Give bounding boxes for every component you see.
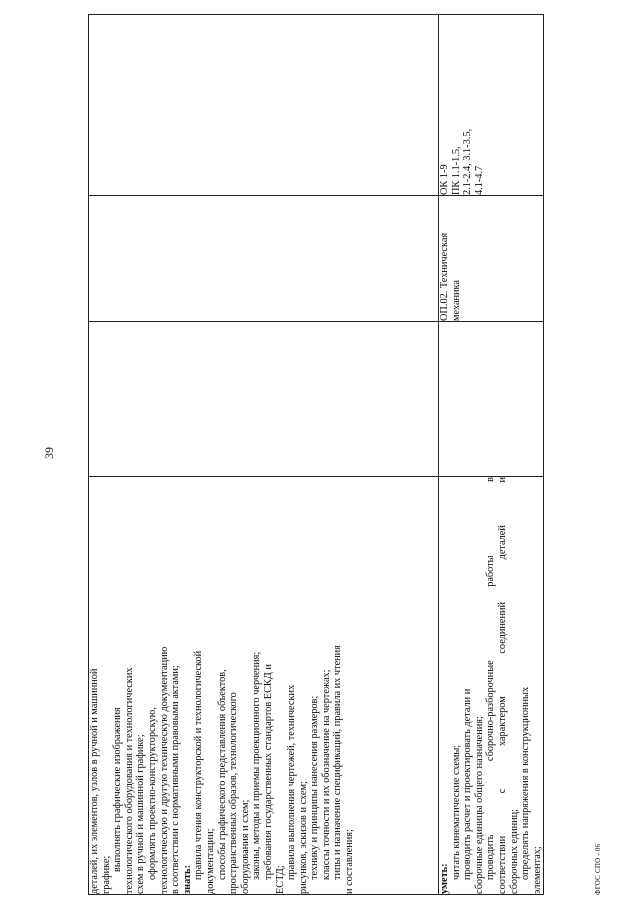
justified-line	[485, 477, 497, 894]
discipline-cell	[439, 196, 544, 322]
text-line: способы графического представления объектов,	[216, 669, 228, 880]
section-heading: знать:	[181, 865, 193, 894]
word: характером	[496, 696, 508, 747]
skills-cell	[439, 477, 544, 895]
text-line: рисунков, эскизов и схем;	[297, 781, 309, 894]
competency-line: 2.1-2.4, 3.1-3.5,	[462, 128, 474, 195]
word: и	[496, 477, 508, 483]
table-row	[439, 15, 544, 895]
text-line: определять напряжения в конструкционных	[520, 686, 532, 880]
empty-cell	[89, 15, 439, 196]
page-number: 39	[42, 447, 56, 459]
competency-line: ОК 1-9	[439, 164, 450, 195]
competency-line: ПК 1.1-1.5,	[450, 146, 462, 195]
text-line: технологическую и другую техническую документацию	[158, 646, 170, 894]
text-line: деталей, их элементов, узлов в ручной и машинной	[89, 668, 100, 894]
text-line: документации;	[204, 828, 216, 894]
text-line: классы точности и их обозначение на чертежах;	[320, 669, 332, 880]
word: сборочно-разборочные	[485, 660, 497, 762]
text-line: проводить расчет и проектировать детали и	[462, 688, 474, 880]
text-line: ЕСТД;	[274, 865, 286, 894]
page-footer: ФГОС СПО - 06	[594, 843, 602, 895]
text-line: в соответствии с нормативными правовыми актами;	[170, 665, 182, 894]
word: деталей	[496, 525, 508, 560]
justified-line	[497, 477, 509, 894]
text-line: оборудования и схем;	[239, 799, 251, 894]
text-line: правила чтения конструкторской и технологической	[193, 650, 205, 880]
table-row	[89, 15, 439, 895]
text-line: правила выполнения чертежей, технических	[286, 684, 298, 880]
text-line: оформлять проектно-конструкторскую,	[146, 707, 158, 880]
text-line: читать кинематические схемы;	[450, 744, 462, 880]
text-line: технологического оборудования и технологических	[123, 667, 135, 894]
competencies-cell	[439, 15, 544, 196]
skills-knowledge-cell	[89, 477, 439, 895]
text-line: требования государственных стандартов ЕСКД и	[262, 664, 274, 880]
word: соответствии	[496, 835, 508, 894]
discipline-name: ОП.02. Техническая механика	[439, 232, 462, 321]
text-line: технику и принципы нанесения размеров;	[309, 695, 321, 880]
empty-cell	[89, 322, 439, 477]
competency-table	[88, 14, 544, 895]
text-line: элементах;	[531, 846, 543, 894]
text-line: сборочные единицы общего назначения;	[473, 716, 485, 894]
word: соединений	[496, 602, 508, 654]
text-line: и составления;	[344, 829, 356, 894]
word: с	[496, 788, 508, 794]
section-heading: уметь:	[439, 863, 450, 894]
text-line: типы и назначение спецификаций, правила их чтения	[332, 645, 344, 880]
text-line: графике;	[100, 855, 112, 894]
word: работы	[485, 555, 497, 587]
empty-cell	[89, 196, 439, 322]
competency-line: 4.1-4.7	[473, 165, 485, 195]
text-line: сборочных единиц;	[508, 808, 520, 894]
text-line: схем в ручной и машинной графике;	[135, 734, 147, 894]
empty-cell	[439, 322, 544, 477]
text-line: пространственных образов, технологического	[228, 692, 240, 894]
text-line: выполнять графические изображения	[112, 707, 124, 872]
word: в	[485, 477, 497, 482]
word: проводить	[485, 834, 497, 880]
text-line: законы, методы и приемы проекционного черчения;	[251, 651, 263, 880]
